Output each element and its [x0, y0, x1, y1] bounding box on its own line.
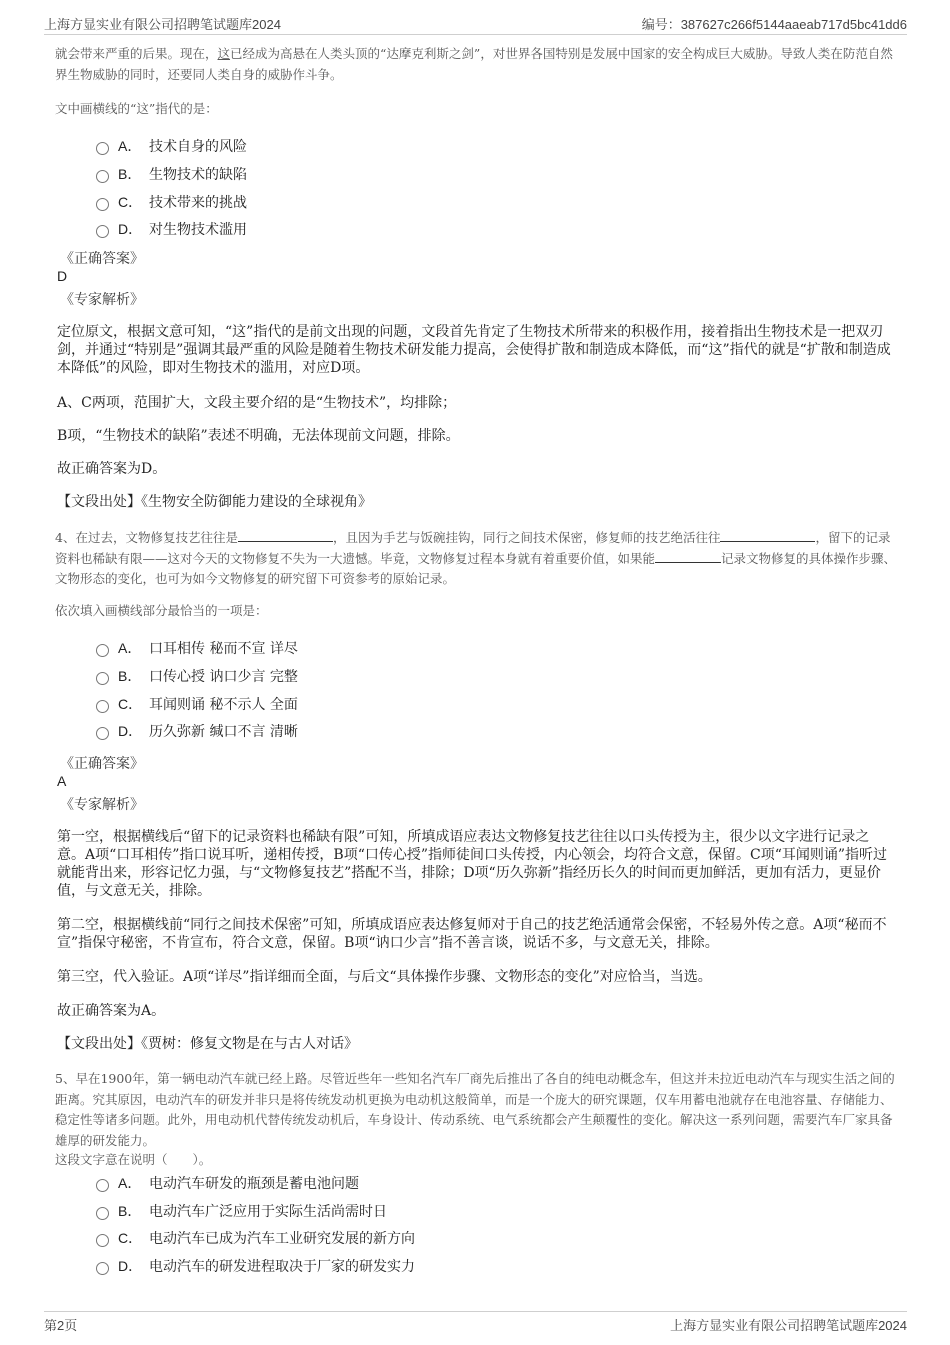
- q4-option-b[interactable]: B． 口传心授 讷口少言 完整: [96, 666, 298, 686]
- q3-option-a[interactable]: A． 技术自身的风险: [96, 136, 247, 156]
- radio-icon[interactable]: [96, 672, 109, 685]
- q5-option-b[interactable]: B． 电动汽车广泛应用于实际生活尚需时日: [96, 1201, 387, 1221]
- radio-icon[interactable]: [96, 700, 109, 713]
- header-serial: 编号：387627c266f5144aaeab717d5bc41dd6: [641, 17, 907, 32]
- q3-option-c[interactable]: C． 技术带来的挑战: [96, 192, 247, 212]
- q4-analysis-1: 第一空，根据横线后“留下的记录资料也稀缺有限”可知，所填成语应表达文物修复技艺往往以口头传授为主，很少以文字进行记录之意。A项“口耳相传”指口说耳听，递相传授，B项“口传心授”指师徒间口头传授，内心领会，均符合文意，保留。C项“耳闻则诵”指听过就能背出来，形容记忆力强，与“文物修复技艺”搭配不当，排除；D项“历久弥新”指经历长久的时间而更加鲜活，更加有活力，更显价值，与文意无关，排除。: [57, 829, 888, 899]
- footer-title: 上海方显实业有限公司招聘笔试题库2024: [670, 1318, 907, 1333]
- q5-passage: 5、早在1900年，第一辆电动汽车就已经上路。尽管近些年一些知名汽车厂商先后推出了各自的纯电动概念车，但这并未拉近电动汽车与现实生活之间的距离。究其原因，电动汽车的研发并非只是将传统发动机更换为电动机这般简单，而是一个庞大的研究课题，仅车用蓄电池就存在电池容量、存储能力、稳定性等诸多问题。此外，用电动机代替传统发动机后，车身设计、传动系统、电气系统都会产生颠覆性的变化。解决这一系列问题，需要汽车厂家具备雄厚的研发能力。: [55, 1071, 895, 1148]
- radio-icon[interactable]: [96, 1207, 109, 1220]
- q4-analysis-2: 第二空，根据横线前“同行之间技术保密”可知，所填成语应表达修复师对于自己的技艺绝活通常会保密，不轻易外传之意。A项“秘而不宣”指保守秘密，不肯宣布，符合文意，保留。B项“讷口少言”指不善言谈，说话不多，与文意无关，排除。: [57, 917, 887, 951]
- radio-icon[interactable]: [96, 198, 109, 211]
- q5-question: 这段文字意在说明（ ）。: [55, 1152, 212, 1167]
- radio-icon[interactable]: [96, 1179, 109, 1192]
- q4-option-a[interactable]: A． 口耳相传 秘而不宣 详尽: [96, 638, 298, 658]
- header-title: 上海方显实业有限公司招聘笔试题库2024: [44, 17, 281, 32]
- q4-option-d[interactable]: D． 历久弥新 缄口不言 清晰: [96, 721, 298, 741]
- blank-3: [655, 550, 721, 563]
- q4-question: 依次填入画横线部分最恰当的一项是：: [55, 603, 268, 618]
- blank-2: [720, 529, 815, 542]
- q3-analysis-3: B项，“生物技术的缺陷”表述不明确，无法体现前文问题，排除。: [57, 428, 460, 444]
- radio-icon[interactable]: [96, 1262, 109, 1275]
- q5-option-c[interactable]: C． 电动汽车已成为汽车工业研究发展的新方向: [96, 1228, 415, 1248]
- q3-analysis-label: 《专家解析》: [60, 292, 144, 308]
- q4-option-c[interactable]: C． 耳闻则诵 秘不示人 全面: [96, 694, 298, 714]
- page-number: 第2页: [44, 1318, 78, 1333]
- q4-analysis-label: 《专家解析》: [60, 797, 144, 813]
- q4-source: 【文段出处】《贾树：修复文物是在与古人对话》: [57, 1036, 358, 1052]
- radio-icon[interactable]: [96, 142, 109, 155]
- q4-passage: 4、在过去，文物修复技艺往往是 ，且因为手艺与饭碗挂钩，同行之间技术保密，修复师的技艺绝活往往 ，留下的记录资料也稀缺有限——这对今天的文物修复不失为一大遗憾。毕竟，文物修复过程本身就有着重要价值，如果能 记录文物修复的具体操作步骤、文物形态的变化，也可为如今文物修复的研究留下可资参考的原始记录。: [55, 530, 897, 586]
- q3-analysis-1: 定位原文，根据文意可知，“这”指代的是前文出现的问题，文段首先肯定了生物技术所带来的积极作用，接着指出生物技术是一把双刃剑，并通过“特别是”强调其最严重的风险是随着生物技术研发能力提高，会使得扩散和制造成本降低，而“这”指代的就是“扩散和制造成本降低”的风险，即对生物技术的滥用，对应D项。: [57, 324, 891, 376]
- q5-option-d[interactable]: D． 电动汽车的研发进程取决于厂家的研发实力: [96, 1256, 415, 1276]
- q3-question: 文中画横线的“这”指代的是：: [55, 101, 218, 116]
- radio-icon[interactable]: [96, 225, 109, 238]
- page-footer: [44, 1311, 907, 1334]
- q3-answer: D: [57, 268, 68, 284]
- blank-1: [238, 529, 333, 542]
- q3-option-d[interactable]: D． 对生物技术滥用: [96, 219, 247, 239]
- q4-analysis-3: 第三空，代入验证。A项“详尽”指详细而全面，与后文“具体操作步骤、文物形态的变化”对应恰当，当选。: [57, 969, 712, 985]
- radio-icon[interactable]: [96, 1234, 109, 1247]
- q4-answer: A: [57, 773, 67, 789]
- radio-icon[interactable]: [96, 644, 109, 657]
- q3-option-b[interactable]: B． 生物技术的缺陷: [96, 164, 247, 184]
- q4-answer-label: 《正确答案》: [60, 756, 144, 772]
- q3-underlined-word: 这: [217, 46, 231, 61]
- radio-icon[interactable]: [96, 170, 109, 183]
- q3-source: 【文段出处】《生物安全防御能力建设的全球视角》: [57, 494, 372, 510]
- radio-icon[interactable]: [96, 727, 109, 740]
- q3-analysis-4: 故正确答案为D。: [57, 461, 167, 477]
- q3-passage: 就会带来严重的后果。现在，这已经成为高悬在人类头顶的“达摩克利斯之剑”，对世界各国特别是发展中国家的安全构成巨大威胁。导致人类在防范自然界生物威胁的同时，还要同人类自身的威胁作斗争。: [55, 46, 893, 82]
- page-header: [44, 12, 907, 35]
- q4-analysis-4: 故正确答案为A。: [57, 1003, 166, 1019]
- q5-option-a[interactable]: A． 电动汽车研发的瓶颈是蓄电池问题: [96, 1173, 359, 1193]
- q3-answer-label: 《正确答案》: [60, 251, 144, 267]
- q3-analysis-2: A、C两项，范围扩大，文段主要介绍的是“生物技术”，均排除；: [57, 395, 457, 411]
